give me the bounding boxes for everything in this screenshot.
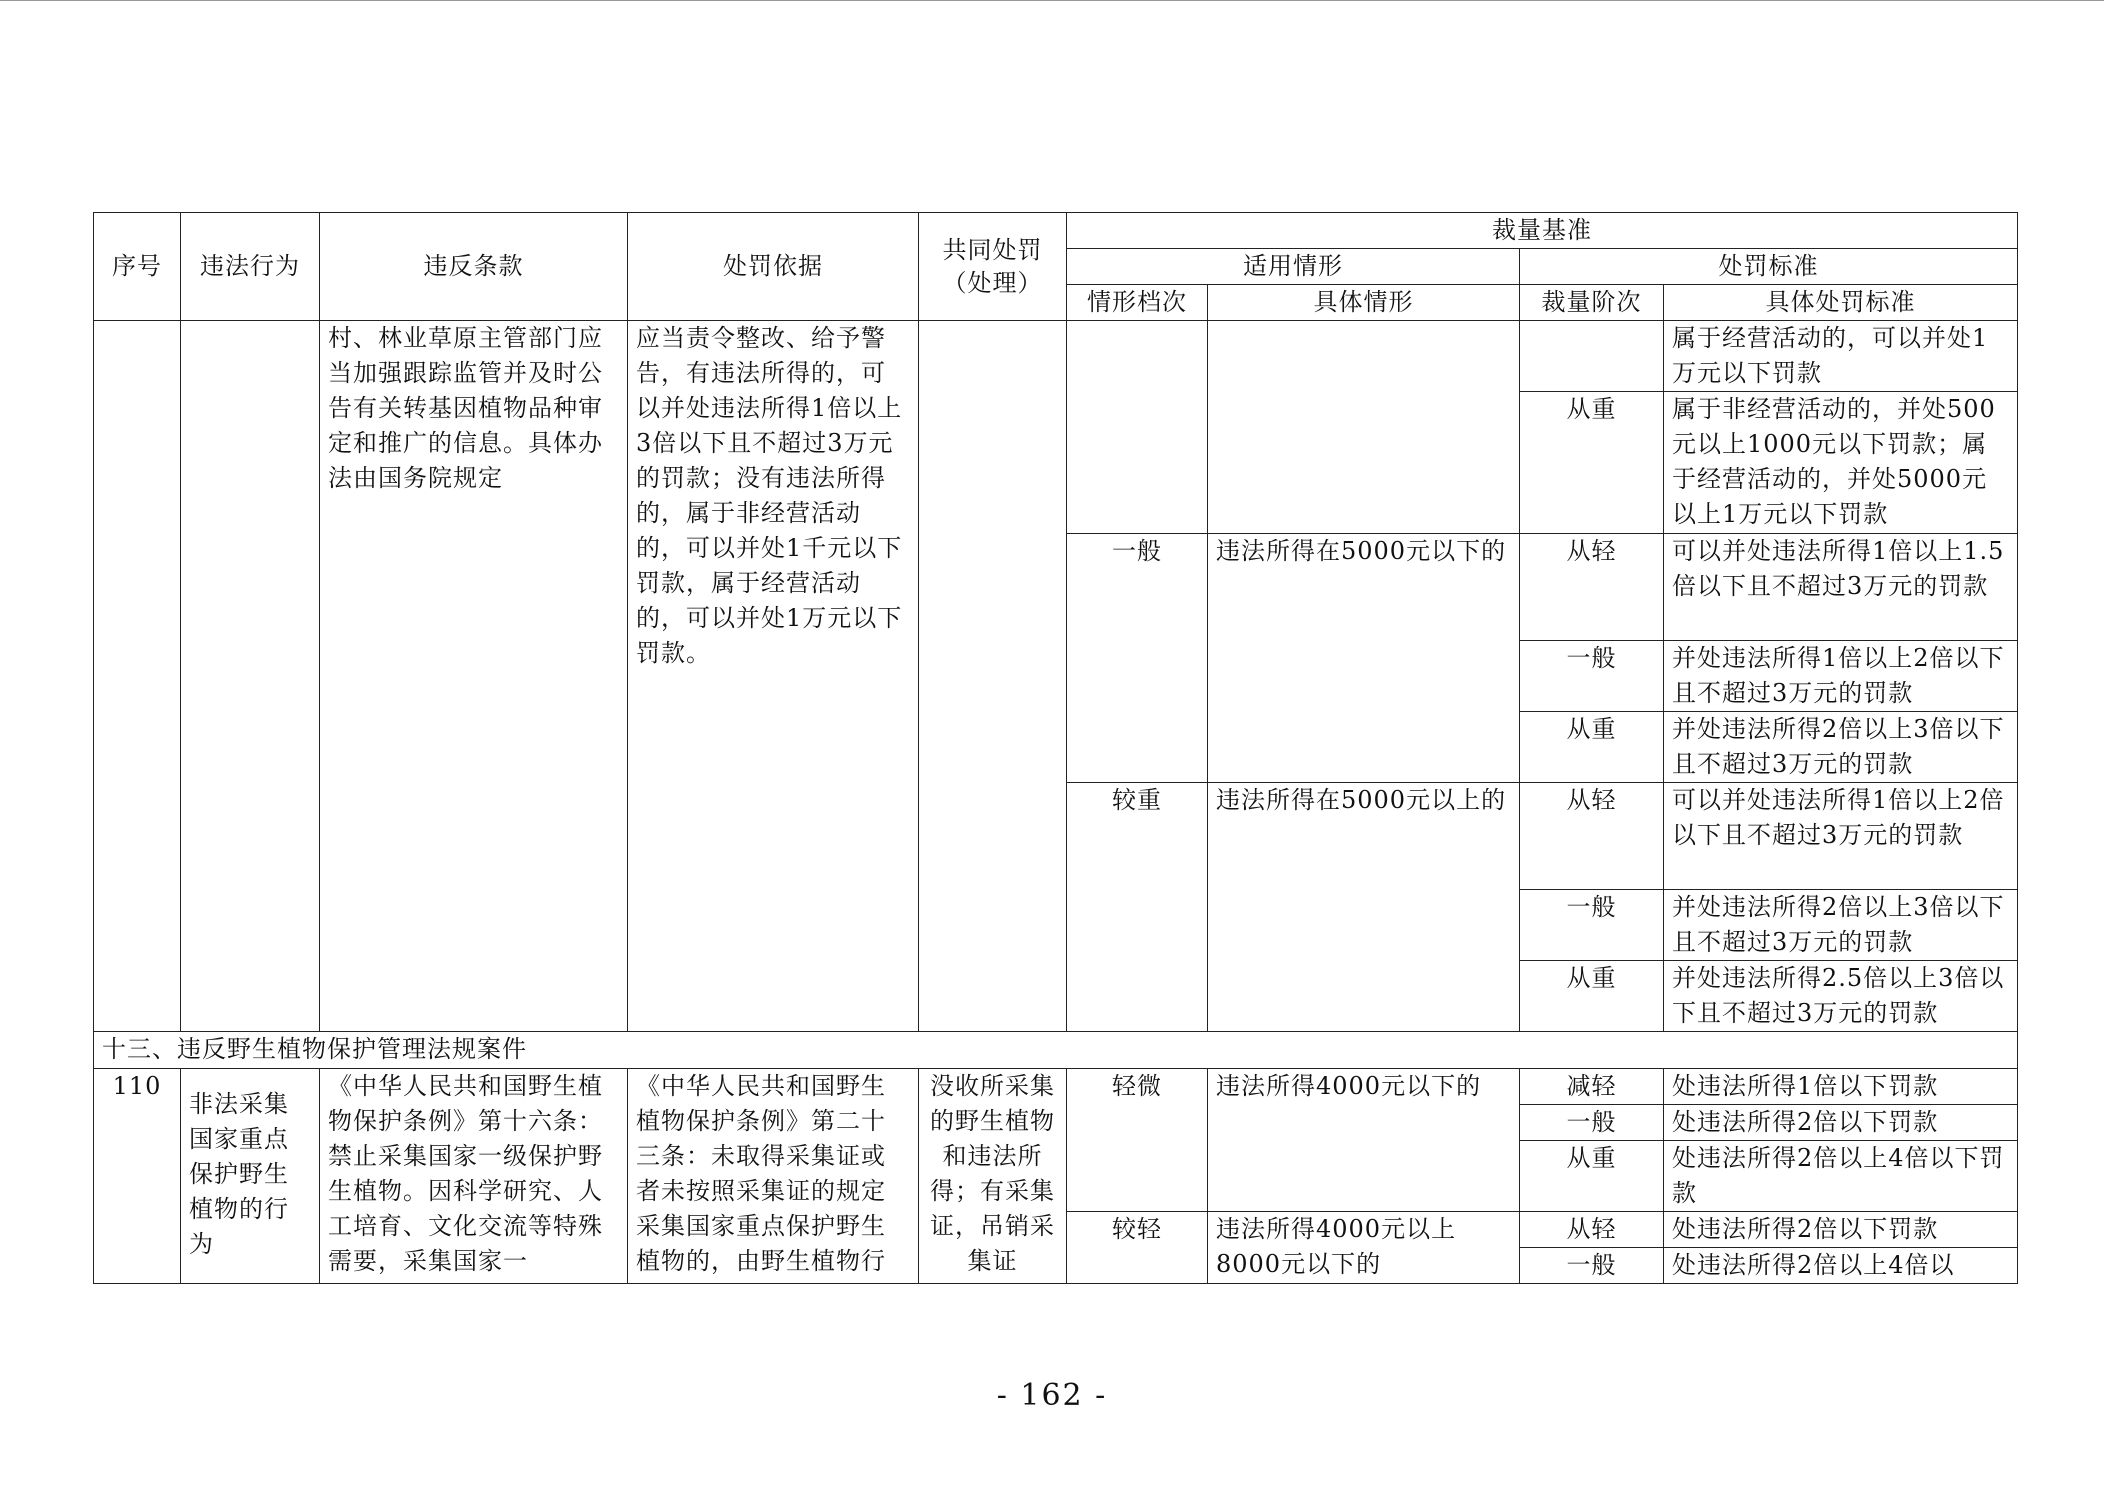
header-penalty-standard: 处罚标准 [1520, 249, 2018, 285]
penalty-cell: 并处违法所得2.5倍以上3倍以下且不超过3万元的罚款 [1664, 961, 2018, 1032]
order-cell: 从重 [1520, 712, 1664, 783]
basis-cell: 《中华人民共和国野生植物保护条例》第二十三条：未取得采集证或者未按照采集证的规定采集国家重点保护野生植物的，由野生植物行 [628, 1069, 919, 1284]
header-standard: 裁量基准 [1067, 213, 2018, 249]
order-cell-empty [1520, 321, 1664, 392]
header-seq: 序号 [94, 213, 181, 321]
penalty-cell: 属于非经营活动的，并处500元以上1000元以下罚款；属于经营活动的，并处5000元以上1万元以下罚款 [1664, 392, 2018, 534]
header-specific-case: 具体情形 [1208, 285, 1520, 321]
order-cell: 从轻 [1520, 1212, 1664, 1248]
header-behavior: 违法行为 [181, 213, 320, 321]
section-title: 十三、违反野生植物保护管理法规案件 [94, 1032, 2018, 1069]
order-cell: 一般 [1520, 1105, 1664, 1141]
header-joint: 共同处罚（处理） [919, 213, 1067, 321]
table-row [94, 1069, 2018, 1105]
order-cell: 一般 [1520, 1248, 1664, 1284]
penalty-cell: 并处违法所得2倍以上3倍以下且不超过3万元的罚款 [1664, 712, 2018, 783]
order-cell: 从轻 [1520, 534, 1664, 641]
order-cell: 从重 [1520, 961, 1664, 1032]
case-cell-empty [1208, 321, 1520, 534]
level-cell: 较轻 [1067, 1212, 1208, 1284]
level-cell: 较重 [1067, 783, 1208, 1032]
level-cell: 一般 [1067, 534, 1208, 783]
penalty-cell: 处违法所得2倍以下罚款 [1664, 1105, 2018, 1141]
behavior-cell-empty [181, 321, 320, 1032]
case-cell: 违法所得在5000元以上的 [1208, 783, 1520, 1032]
penalty-cell: 处违法所得1倍以下罚款 [1664, 1069, 2018, 1105]
clause-cell: 村、林业草原主管部门应当加强跟踪监管并及时公告有关转基因植物品种审定和推广的信息。具体办法由国务院规定 [320, 321, 628, 1032]
header-specific-penalty: 具体处罚标准 [1664, 285, 2018, 321]
case-cell: 违法所得4000元以上8000元以下的 [1208, 1212, 1520, 1284]
case-cell: 违法所得4000元以下的 [1208, 1069, 1520, 1212]
section-row [94, 1032, 2018, 1069]
page-top-border [0, 0, 2104, 1]
seq-cell: 110 [94, 1069, 181, 1284]
behavior-cell: 非法采集国家重点保护野生植物的行为 [181, 1069, 320, 1284]
penalty-cell: 可以并处违法所得1倍以上1.5倍以下且不超过3万元的罚款 [1664, 534, 2018, 641]
joint-cell: 没收所采集的野生植物和违法所得；有采集证，吊销采集证 [919, 1069, 1067, 1284]
joint-cell-empty [919, 321, 1067, 1032]
order-cell: 减轻 [1520, 1069, 1664, 1105]
penalty-cell: 并处违法所得2倍以上3倍以下且不超过3万元的罚款 [1664, 890, 2018, 961]
seq-cell-empty [94, 321, 181, 1032]
penalty-cell: 属于经营活动的，可以并处1万元以下罚款 [1664, 321, 2018, 392]
penalty-cell: 并处违法所得1倍以上2倍以下且不超过3万元的罚款 [1664, 641, 2018, 712]
level-cell-empty [1067, 321, 1208, 534]
order-cell: 从重 [1520, 392, 1664, 534]
penalty-cell: 处违法所得2倍以下罚款 [1664, 1212, 2018, 1248]
header-order: 裁量阶次 [1520, 285, 1664, 321]
header-basis: 处罚依据 [628, 213, 919, 321]
order-cell: 从轻 [1520, 783, 1664, 890]
basis-cell: 应当责令整改、给予警告，有违法所得的，可以并处违法所得1倍以上3倍以下且不超过3万元的罚款；没有违法所得的，属于非经营活动的，可以并处1千元以下罚款，属于经营活动的，可以并处1万元以下罚款。 [628, 321, 919, 1032]
penalty-cell: 处违法所得2倍以上4倍以 [1664, 1248, 2018, 1284]
order-cell: 从重 [1520, 1141, 1664, 1212]
order-cell: 一般 [1520, 641, 1664, 712]
case-cell: 违法所得在5000元以下的 [1208, 534, 1520, 783]
discretion-standard-table [93, 212, 2018, 1284]
header-level: 情形档次 [1067, 285, 1208, 321]
header-clause: 违反条款 [320, 213, 628, 321]
penalty-cell: 可以并处违法所得1倍以上2倍以下且不超过3万元的罚款 [1664, 783, 2018, 890]
page-number: - 162 - [996, 1378, 1108, 1413]
order-cell: 一般 [1520, 890, 1664, 961]
penalty-cell: 处违法所得2倍以上4倍以下罚款 [1664, 1141, 2018, 1212]
level-cell: 轻微 [1067, 1069, 1208, 1212]
table-row [94, 321, 2018, 392]
header-applicable: 适用情形 [1067, 249, 1520, 285]
clause-cell: 《中华人民共和国野生植物保护条例》第十六条：禁止采集国家一级保护野生植物。因科学研究、人工培育、文化交流等特殊需要，采集国家一 [320, 1069, 628, 1284]
